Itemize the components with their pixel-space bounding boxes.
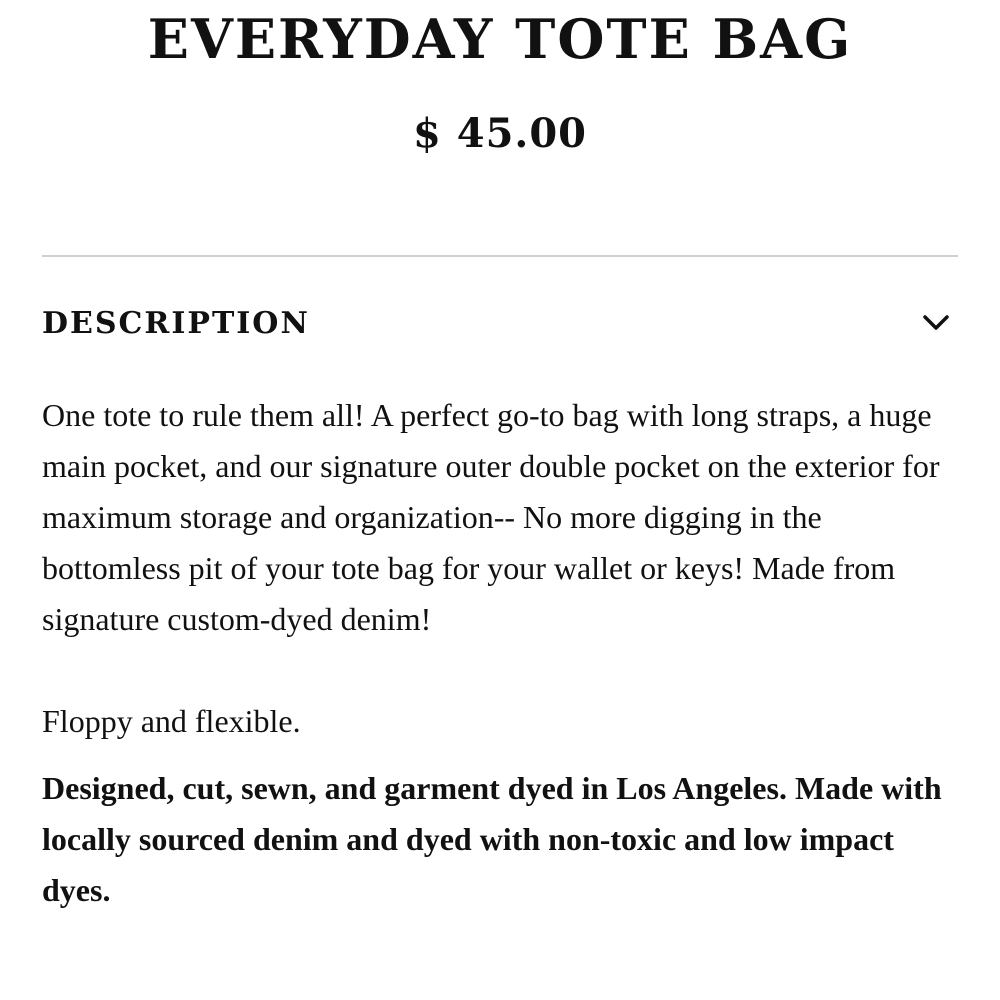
product-price: $ 45.00 (412, 110, 587, 157)
description-paragraph-main: One tote to rule them all! A perfect go-to bag with long straps, a huge main pocket, and our signature outer double pocket on the exterior for maximum storage and organization-- No more digging in the bottomless pit of your tote bag for your wallet or keys! Made from signature custom-dyed denim! (42, 397, 940, 637)
description-paragraph-origin: Designed, cut, sewn, and garment dyed in Los Angeles. Made with locally sourced denim and dyed with non-toxic and low impact dyes. (42, 770, 942, 908)
chevron-down-icon[interactable] (918, 305, 954, 341)
description-section-title: DESCRIPTION (42, 305, 310, 341)
description-content (42, 390, 964, 916)
description-accordion-toggle[interactable] (42, 300, 958, 346)
description-paragraph-floppy: Floppy and flexible. (42, 703, 301, 739)
product-title: EVERYDAY TOTE BAG (147, 7, 853, 71)
section-divider (42, 255, 958, 257)
